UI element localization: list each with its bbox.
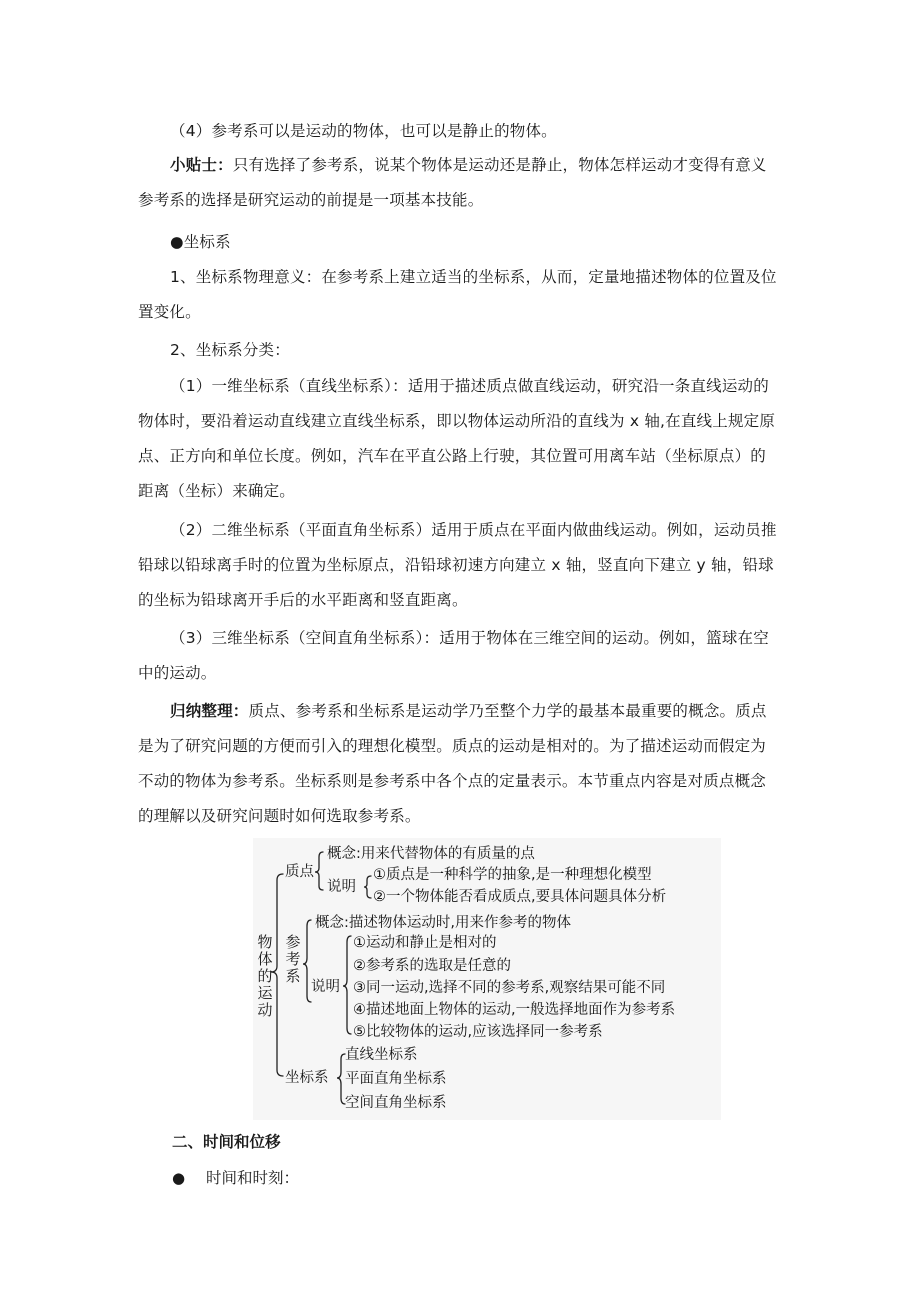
heading-coordinate-system: ●坐标系	[170, 233, 231, 251]
particle-note-brace	[364, 876, 371, 898]
reference-note-1: ①运动和静止是相对的	[353, 935, 497, 951]
paragraph-coordinate-3d: （3）三维坐标系（空间直角坐标系）：适用于物体在三维空间的运动。例如，篮球在空中的运动。	[138, 629, 769, 682]
particle-concept: 概念:用来代替物体的有质量的点	[327, 846, 535, 862]
summary-label: 归纳整理：	[170, 702, 249, 720]
paragraph-coordinate-classes: 2、坐标系分类：	[170, 341, 290, 359]
concept-map-diagram	[253, 838, 721, 1120]
coordinate-type-1: 直线坐标系	[345, 1047, 418, 1063]
reference-note-brace	[343, 936, 351, 1034]
particle-note-1: ①质点是一种科学的抽象,是一种理想化模型	[373, 867, 652, 883]
paragraph-coordinate-2d: （2）二维坐标系（平面直角坐标系）适用于质点在平面内做曲线运动。例如，运动员推铅球以铅球离手时的位置为坐标原点，沿铅球初速方向建立 x 轴，竖直向下建立 y 轴，铅球的坐标为铅球离开手后的水平距离和竖直距离。	[138, 521, 777, 609]
section-2-title: 二、时间和位移	[172, 1133, 281, 1151]
coordinate-brace	[337, 1054, 345, 1104]
paragraph-coordinate-1d: （1）一维坐标系（直线坐标系）：适用于描述质点做直线运动，研究沿一条直线运动的物体时，要沿着运动直线建立直线坐标系，即以物体运动所沿的直线为 x 轴,在直线上规定原点、正方向和单位长度。例如，汽车在平直公路上行驶，其位置可用离车站（坐标原点）的距离（坐标）来确定。	[138, 377, 776, 500]
reference-note-2: ②参考系的选取是任意的	[353, 958, 511, 974]
root-label: 物体的运动	[257, 933, 273, 1019]
particle-note-label: 说明	[327, 879, 356, 895]
particle-label: 质点	[285, 864, 314, 880]
reference-concept: 概念:描述物体运动时,用来作参考的物体	[315, 915, 571, 931]
reference-note-5: ⑤比较物体的运动,应该选择同一参考系	[353, 1024, 603, 1040]
reference-brace	[303, 920, 311, 1002]
time-heading: 时间和时刻：	[206, 1169, 300, 1187]
reference-note-3: ③同一运动,选择不同的参考系,观察结果可能不同	[353, 980, 666, 996]
reference-label: 参考系	[285, 933, 301, 985]
paragraph-summary	[138, 694, 780, 834]
coordinate-type-3: 空间直角坐标系	[345, 1095, 447, 1111]
paragraph-coordinate-meaning: 1、坐标系物理意义：在参考系上建立适当的坐标系，从而，定量地描述物体的位置及位置变化。	[138, 268, 777, 321]
tip-label: 小贴士：	[170, 156, 233, 174]
particle-brace	[315, 852, 323, 890]
particle-note-2: ②一个物体能否看成质点,要具体问题具体分析	[373, 889, 667, 905]
tip-text: 只有选择了参考系，说某个物体是运动还是静止，物体怎样运动才变得有意义参考系的选择是研究运动的前提是一项基本技能。	[138, 156, 767, 209]
reference-note-label: 说明	[311, 979, 340, 995]
coordinate-label: 坐标系	[285, 1070, 329, 1086]
paragraph-reference-item-4: （4）参考系可以是运动的物体，也可以是静止的物体。	[170, 122, 557, 140]
reference-note-4: ④描述地面上物体的运动,一般选择地面作为参考系	[353, 1002, 676, 1018]
paragraph-tip	[138, 148, 780, 218]
summary-text: 质点、参考系和坐标系是运动学乃至整个力学的最基本最重要的概念。质点是为了研究问题的方便而引入的理想化模型。质点的运动是相对的。为了描述运动而假定为不动的物体为参考系。坐标系则是参考系中各个点的定量表示。本节重点内容是对质点概念的理解以及研究问题时如何选取参考系。	[138, 702, 767, 825]
coordinate-type-2: 平面直角坐标系	[345, 1071, 447, 1087]
bullet-icon: ●	[172, 1169, 186, 1187]
